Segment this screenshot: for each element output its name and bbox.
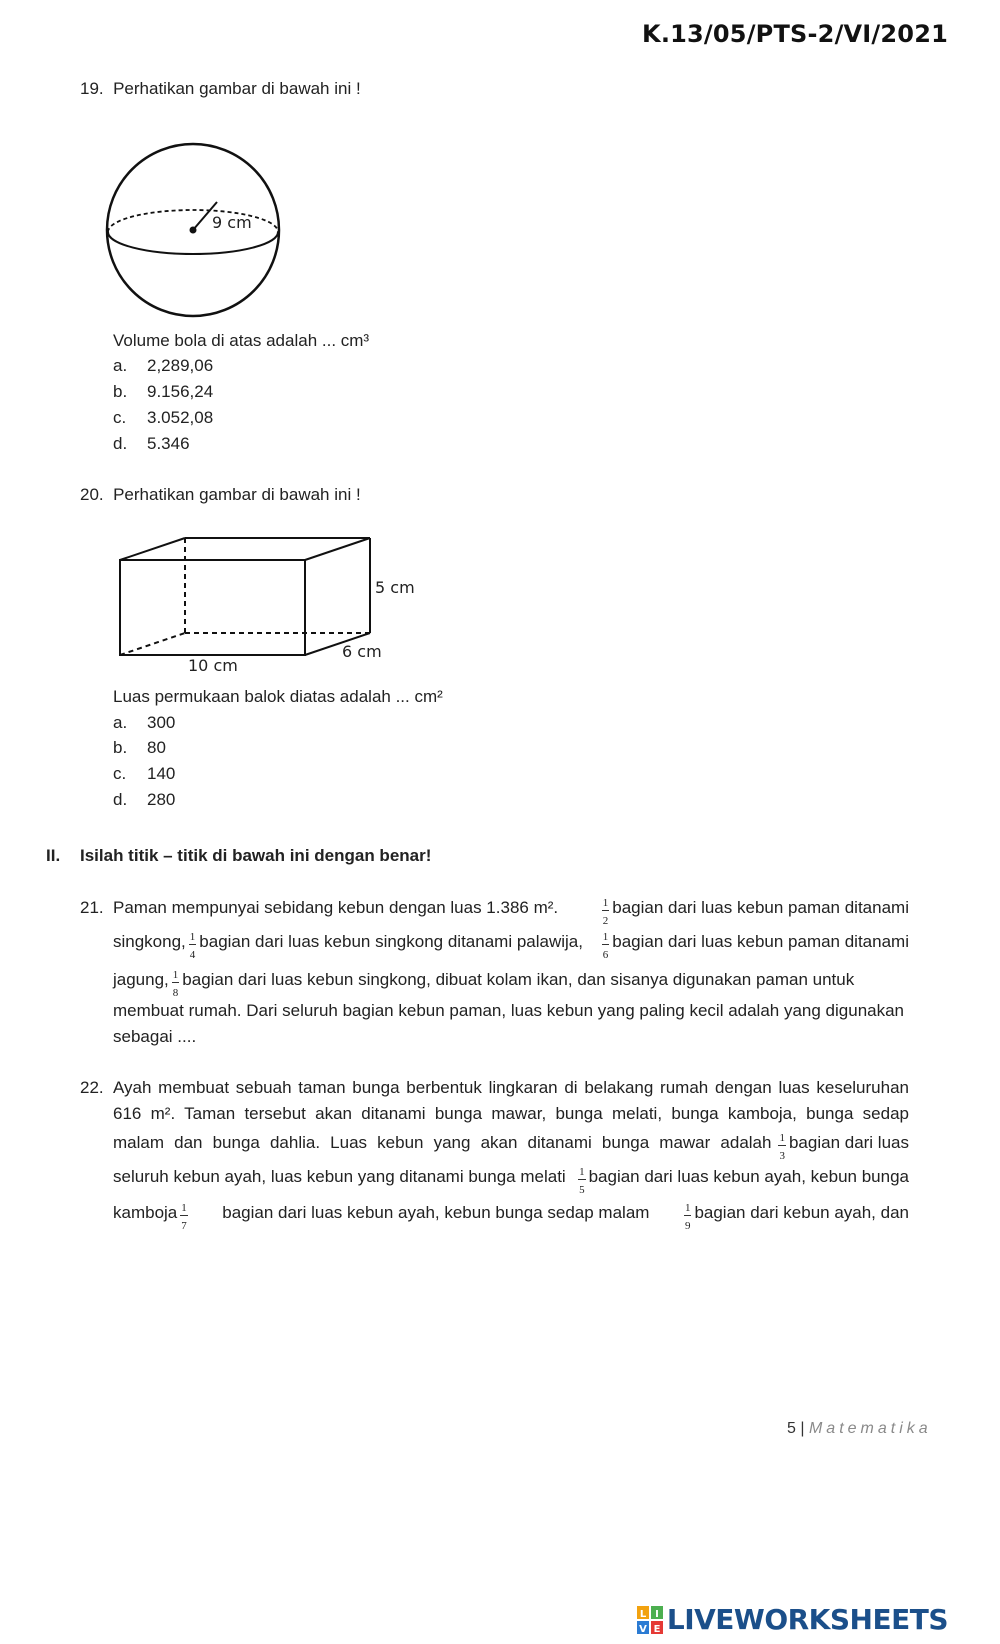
- q22-line-3: [113, 1130, 909, 1162]
- q20-option-c: [113, 765, 175, 782]
- fraction-denominator: 3: [779, 1149, 785, 1162]
- q21-fraction-sixth: [602, 932, 610, 961]
- fraction-numerator: 1: [779, 1131, 785, 1144]
- q19-option-b: [113, 383, 213, 400]
- q21-fraction-quarter: [189, 932, 197, 961]
- section-heading: [46, 846, 431, 866]
- option-text: 9.156,24: [147, 382, 214, 401]
- q21-text: Paman mempunyai sebidang kebun dengan luas 1.386 m².: [113, 898, 559, 917]
- logo-letter: E: [653, 1623, 661, 1634]
- fraction-numerator: 1: [189, 930, 196, 943]
- q19-option-d: [113, 435, 190, 452]
- fraction-denominator: 4: [189, 948, 196, 961]
- option-text: 80: [147, 738, 166, 757]
- q20-option-d: [113, 791, 175, 808]
- fraction-numerator: 1: [684, 1201, 691, 1214]
- fraction-numerator: 1: [579, 1165, 585, 1178]
- q21-text: bagian dari luas kebun singkong ditanami palawija,: [199, 931, 583, 951]
- q22-line-4: [113, 1164, 909, 1196]
- sphere-radius-label: 9 cm: [212, 213, 252, 232]
- section-title: Isilah titik – titik di bawah ini dengan benar!: [80, 846, 432, 865]
- q22-number: 22.: [80, 1078, 104, 1097]
- liveworksheets-text: LIVEWORKSHEETS: [666, 1603, 948, 1636]
- q22-text: bagian dari luas kebun ayah, kebun bunga sedap malam: [222, 1203, 650, 1222]
- section-number: II.: [46, 846, 61, 865]
- q22-line-2: 616 m². Taman tersebut akan ditanami bunga mawar, bunga melati, bunga kamboja, bunga sedap: [113, 1104, 909, 1123]
- q22-text: seluruh kebun ayah, luas kebun yang ditanami bunga melati: [113, 1167, 566, 1186]
- q22-fraction-third: [778, 1133, 786, 1162]
- q19-option-a: [113, 357, 213, 374]
- option-text: 3.052,08: [147, 408, 214, 427]
- q20-question: Luas permukaan balok diatas adalah ... cm²: [113, 687, 443, 706]
- footer-separator: |: [800, 1420, 805, 1437]
- fraction-numerator: 1: [181, 1201, 187, 1214]
- option-text: 140: [147, 764, 176, 783]
- q21-line-3: [113, 966, 855, 999]
- q21-text: jagung,: [113, 969, 169, 989]
- q20-prompt: Perhatikan gambar di bawah ini !: [113, 485, 361, 504]
- option-letter: b.: [113, 738, 128, 757]
- fraction-denominator: 8: [172, 987, 179, 999]
- q19-option-c: [113, 409, 213, 426]
- logo-letter: L: [639, 1608, 647, 1620]
- q21-text: singkong,: [113, 931, 186, 951]
- liveworksheets-logo-icon: [637, 1606, 663, 1634]
- option-letter: a.: [113, 356, 128, 375]
- option-text: 300: [147, 713, 176, 732]
- option-letter: c.: [113, 408, 127, 427]
- fraction-denominator: 5: [579, 1183, 585, 1196]
- fraction-denominator: 2: [602, 914, 609, 927]
- cuboid-front-face: [120, 560, 305, 655]
- fraction-denominator: 9: [684, 1219, 691, 1232]
- fraction-denominator: 6: [602, 948, 609, 961]
- fraction-numerator: 1: [602, 930, 609, 943]
- option-letter: a.: [113, 713, 128, 732]
- logo-letter: V: [639, 1623, 647, 1634]
- q21-number: 21.: [80, 898, 104, 917]
- q19-number: 19.: [80, 79, 104, 98]
- q22-text: bagian dari luas: [788, 1132, 909, 1152]
- document-code: K.13/05/PTS-2/VI/2021: [642, 20, 948, 48]
- option-letter: c.: [113, 764, 127, 783]
- q22-line-5: [113, 1200, 909, 1232]
- q22-text: bagian dari kebun ayah, dan: [694, 1202, 909, 1222]
- cuboid-height-label: 5 cm: [375, 578, 415, 597]
- q19-header: [80, 80, 361, 97]
- q21-text: bagian dari luas kebun singkong, dibuat kolam ikan, dan sisanya digunakan paman untuk: [182, 969, 855, 989]
- q22-fraction-fifth: [578, 1167, 586, 1196]
- q22-line-1: Ayah membuat sebuah taman bunga berbentuk lingkaran di belakang rumah dengan luas keseluruhan: [113, 1078, 909, 1097]
- option-letter: d.: [113, 434, 128, 453]
- q21-fraction-eighth: [172, 970, 180, 999]
- option-text: 5.346: [147, 434, 190, 453]
- q20-option-a: [113, 714, 175, 731]
- cuboid-hidden-edge: [120, 633, 185, 655]
- fraction-numerator: 1: [602, 896, 609, 909]
- q22-text: bagian dari luas kebun ayah, kebun bunga: [588, 1166, 909, 1186]
- footer-subject: Matematika: [808, 1420, 932, 1437]
- cuboid-edge: [305, 538, 370, 560]
- sphere-figure: [100, 140, 300, 325]
- q21-line-5: sebagai ....: [113, 1027, 197, 1046]
- q20-option-b: [113, 739, 166, 756]
- q22-text: kamboja: [113, 1202, 178, 1222]
- q20-header: [80, 486, 361, 503]
- q22-fraction-seventh: [180, 1203, 188, 1232]
- option-letter: d.: [113, 790, 128, 809]
- q21-line-2: [113, 929, 909, 961]
- q21-line-1: [113, 895, 909, 927]
- logo-letter: I: [655, 1608, 659, 1620]
- q21-text: bagian dari luas kebun paman ditanami: [612, 897, 909, 917]
- sphere-center-point: [190, 227, 197, 234]
- q19-prompt: Perhatikan gambar di bawah ini !: [113, 79, 361, 98]
- cuboid-length-label: 10 cm: [188, 656, 238, 675]
- liveworksheets-watermark: [637, 1603, 948, 1636]
- q21-fraction-half: [599, 894, 909, 927]
- cuboid-figure: [110, 535, 440, 685]
- fraction-numerator: 1: [172, 969, 179, 981]
- q20-number: 20.: [80, 485, 104, 504]
- q21-line-4: membuat rumah. Dari seluruh bagian kebun paman, luas kebun yang paling kecil adalah yang digunakan: [113, 1001, 905, 1020]
- option-text: 2,289,06: [147, 356, 214, 375]
- cuboid-width-label: 6 cm: [342, 642, 382, 661]
- q21-text: bagian dari luas kebun paman ditanami: [612, 931, 909, 951]
- option-letter: b.: [113, 382, 128, 401]
- q22-text: malam dan bunga dahlia. Luas kebun yang akan ditanami bunga mawar adalah: [113, 1133, 772, 1152]
- sphere-front-equator: [108, 232, 278, 254]
- option-text: 280: [147, 790, 176, 809]
- fraction-denominator: 7: [181, 1219, 187, 1232]
- q19-question: Volume bola di atas adalah ... cm³: [113, 331, 370, 350]
- page-footer: [787, 1420, 932, 1438]
- page-number: 5: [787, 1420, 796, 1437]
- cuboid-edge: [120, 538, 185, 560]
- q22-fraction-ninth: [684, 1203, 692, 1232]
